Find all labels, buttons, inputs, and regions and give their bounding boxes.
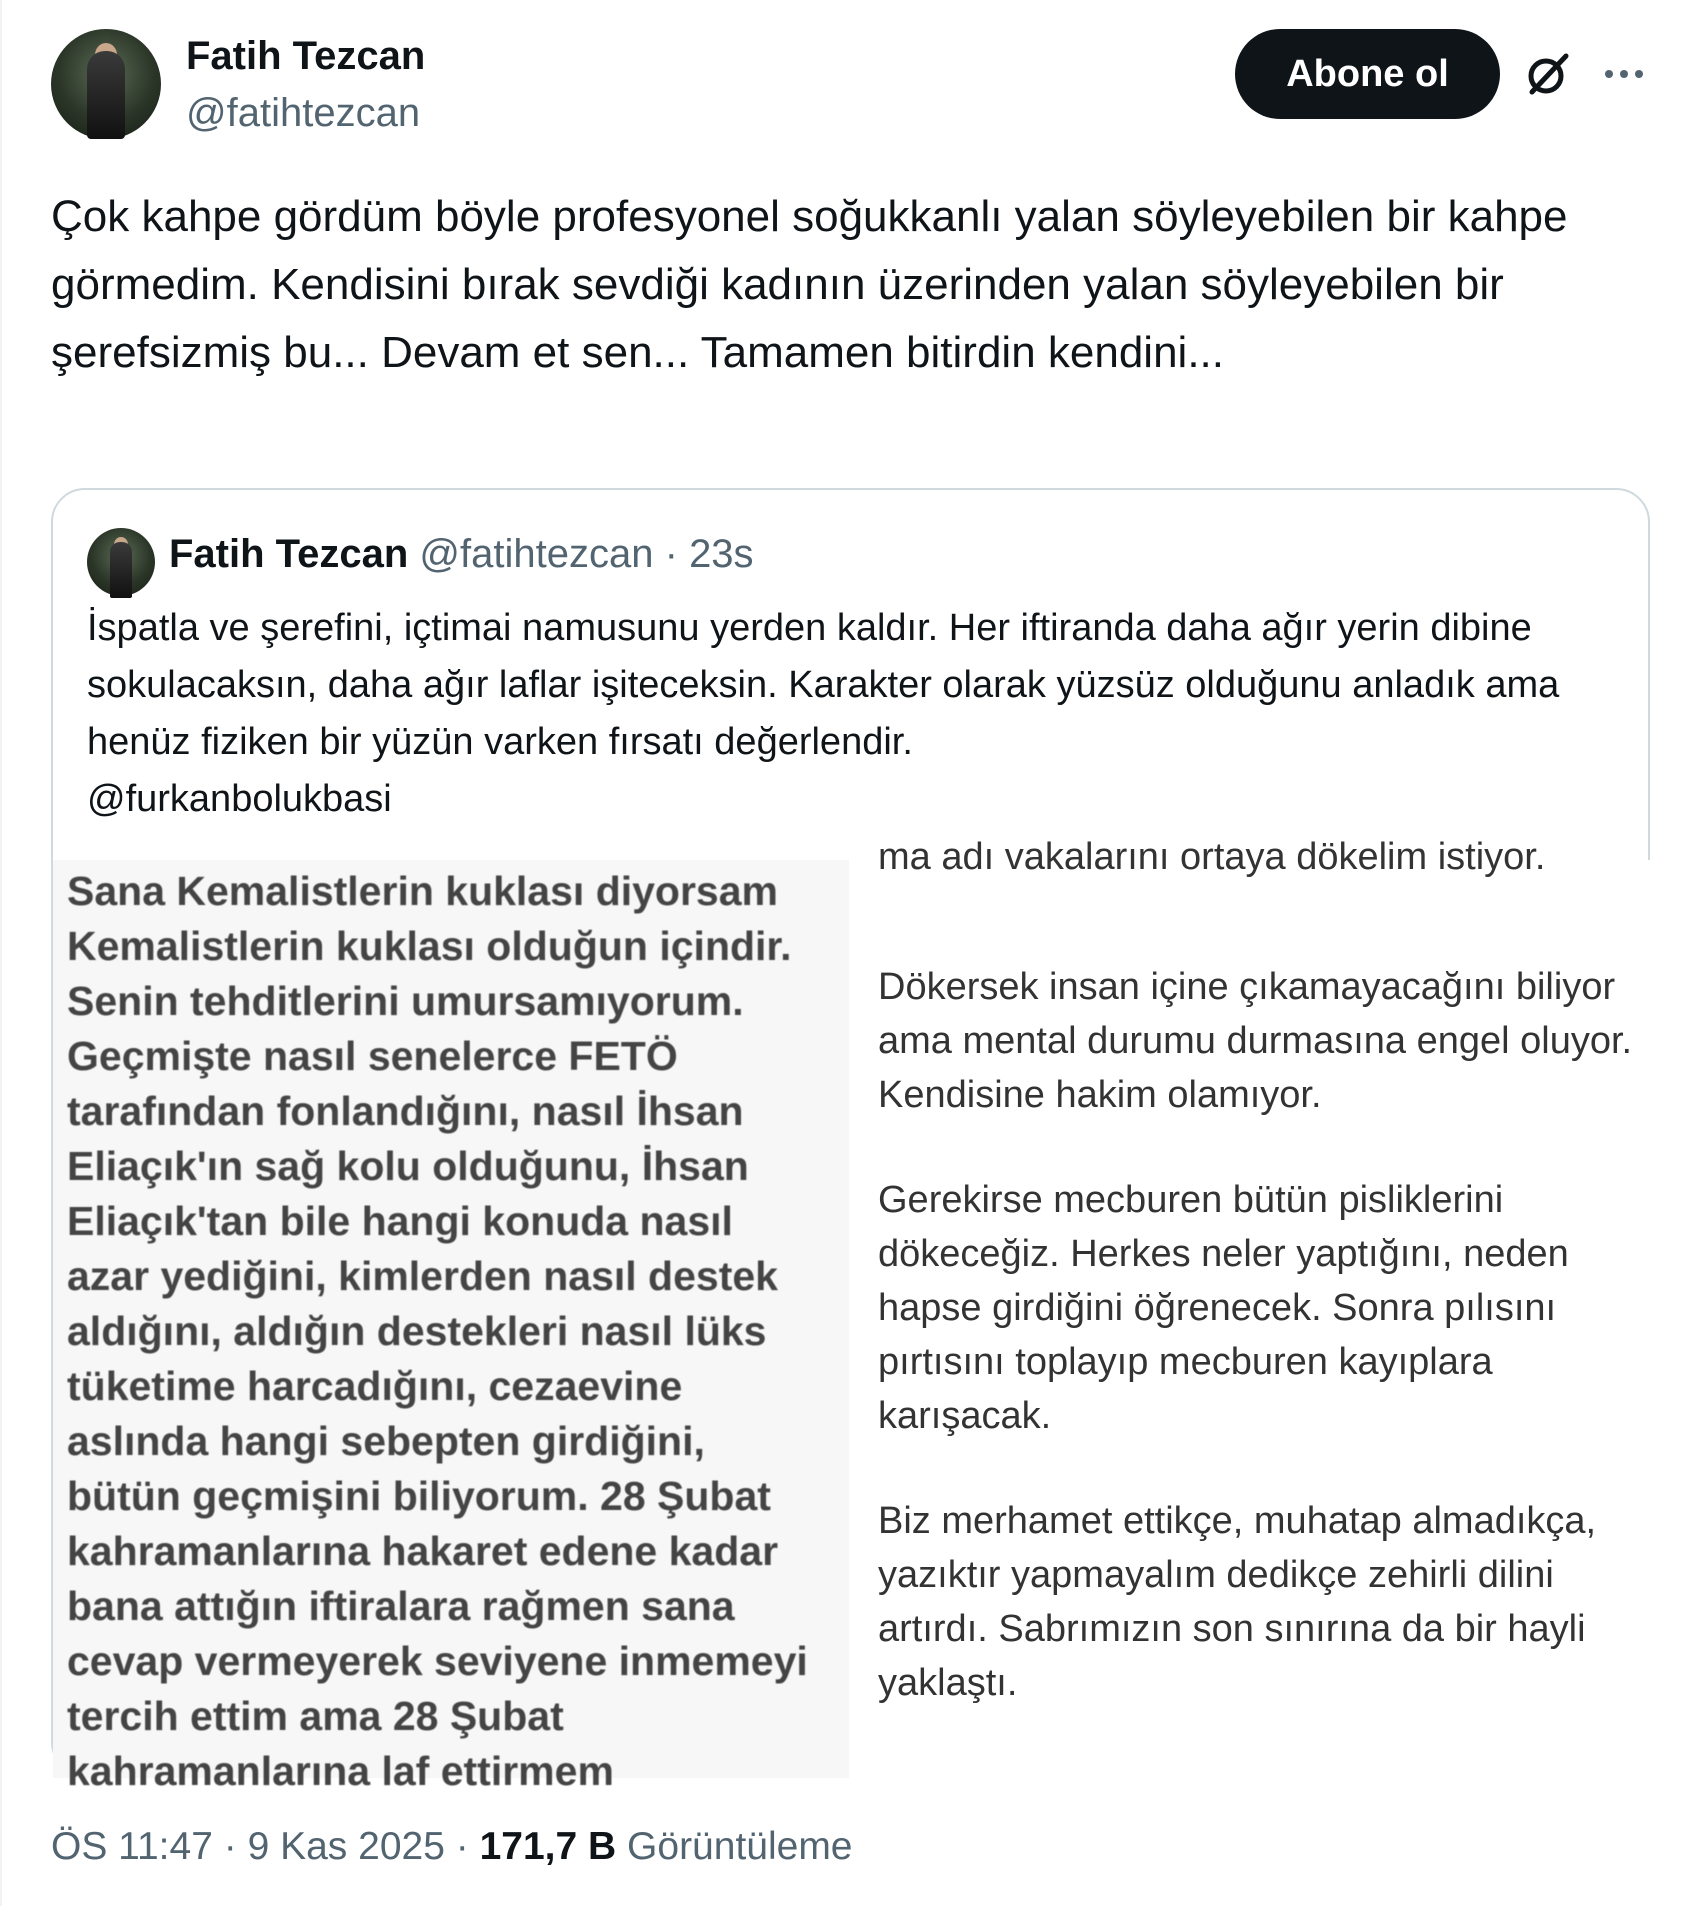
quoted-text: [87, 600, 1617, 828]
grok-icon[interactable]: [1524, 50, 1572, 98]
quoted-image-left[interactable]: [53, 860, 849, 1794]
quoted-body: İspatla ve şerefini, içtimai namusunu yerden kaldır. Her iftiranda daha ağır yerin dibine sokulacaksın, daha ağır laflar işiteceksin. Karakter olarak yüzsüz olduğunu anladık ama henüz fiziken bir yüzün varken fırsatı değerlendir.: [87, 607, 1560, 763]
author-handle[interactable]: @fatihtezcan: [186, 91, 421, 135]
image-right-paragraph: Dökersek insan içine çıkamayacağını biliyor ama mental durumu durmasına engel oluyor. Kendisine hakim olamıyor.: [878, 966, 1633, 1116]
tweet-date[interactable]: 9 Kas 2025: [247, 1825, 445, 1868]
image-left-text: Sana Kemalistlerin kuklası diyorsam Kemalistlerin kuklası olduğun içindir. Senin tehditlerini umursamıyorum. Geçmişte nasıl senelerce FETÖ tarafından fonlandığını, nasıl İhsan Eliaçık'ın sağ kolu olduğunu, İhsan Eliaçık'tan bile hangi konuda nasıl azar yediğini, kimlerden nasıl destek aldığını, aldığın destekleri nasıl lüks tüketime harcadığını, cezaevine aslında hangi sebepten girdiğini, bütün geçmişini biliyorum. 28 Şubat kahramanlarına hakaret edene kadar bana attığın iftiralara rağmen sana cevap vermeyerek seviyene inmemeyi tercih ettim ama 28 Şubat kahramanlarına laf ettirmem: [67, 868, 808, 1794]
avatar[interactable]: [51, 29, 161, 139]
follow-button[interactable]: Abone ol: [1235, 29, 1500, 119]
quoted-timestamp: 23s: [689, 532, 754, 576]
quoted-header: [169, 532, 754, 577]
tweet-meta: [51, 1825, 853, 1869]
image-right-cut-line: ma adı vakalarını ortaya dökelim istiyor.: [878, 836, 1546, 878]
quoted-separator: ·: [664, 532, 678, 576]
image-right-paragraph: Gerekirse mecburen bütün pisliklerini dökeceğiz. Herkes neler yaptığını, neden hapse girdiğini öğrenecek. Sonra pılısını pırtısını toplayıp mecburen kayıplara karışacak.: [878, 1179, 1569, 1437]
tweet-text: Çok kahpe gördüm böyle profesyonel soğukkanlı yalan söyleyebilen bir kahpe görmedim. Kendisini bırak sevdiği kadının üzerinden yalan söyleyebilen bir şerefsizmiş bu... Devam et sen... Tamamen bitirdin kendini...: [51, 192, 1580, 377]
views-count: 171,7 B: [479, 1825, 617, 1868]
more-options-icon[interactable]: [1600, 50, 1648, 98]
meta-separator: ·: [455, 1825, 469, 1868]
quoted-image-right[interactable]: [853, 836, 1652, 1778]
views-label: Görüntüleme: [627, 1825, 853, 1868]
quoted-tweet[interactable]: [51, 488, 1650, 1794]
author-name[interactable]: Fatih Tezcan: [186, 34, 426, 78]
quoted-avatar: [87, 528, 155, 596]
meta-separator: ·: [223, 1825, 237, 1868]
tweet-time[interactable]: ÖS 11:47: [51, 1825, 213, 1868]
image-right-paragraph: Biz merhamet ettikçe, muhatap almadıkça, yazıktır yapmayalım dedikçe zehirli dilini artırdı. Sabrımızın son sınırına da bir hayli yaklaştı.: [878, 1500, 1597, 1704]
quoted-mention: @furkanbolukbasi: [87, 778, 392, 820]
quoted-author-name: Fatih Tezcan: [169, 532, 409, 576]
quoted-author-handle: @fatihtezcan: [419, 532, 654, 576]
